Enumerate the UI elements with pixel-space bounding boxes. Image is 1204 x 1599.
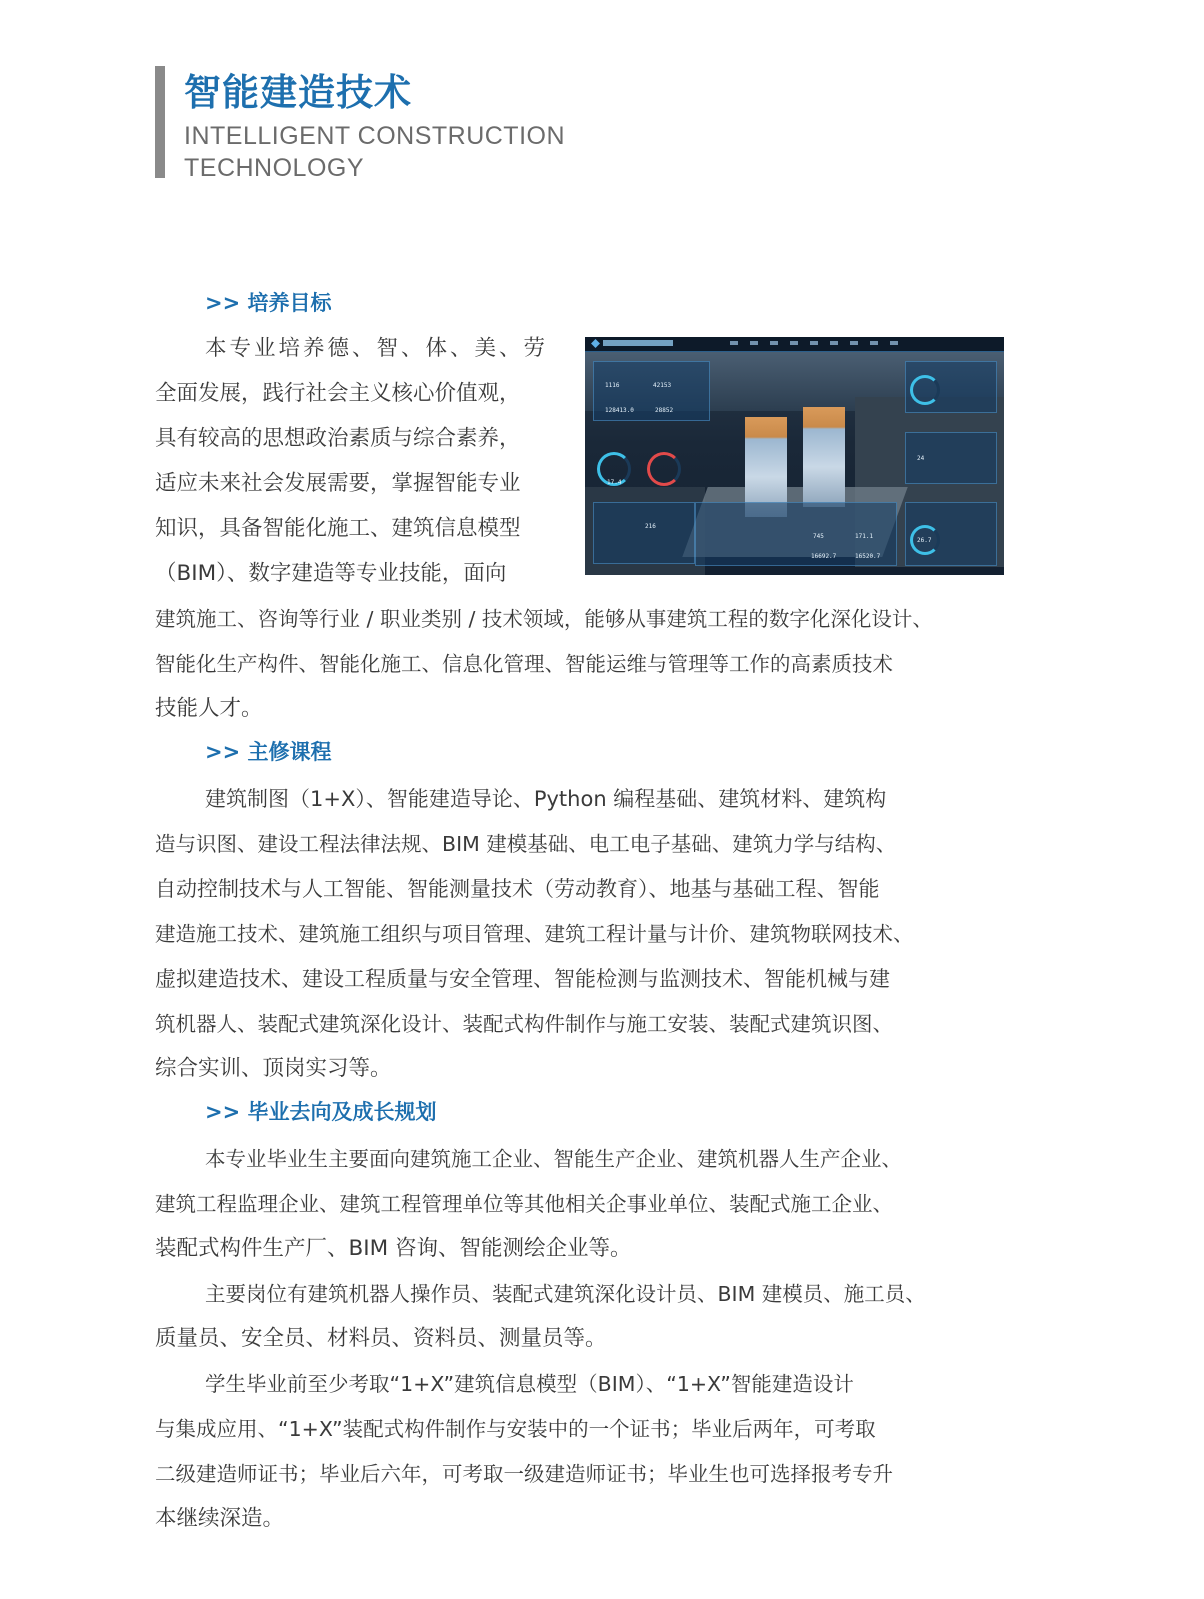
- page-subtitle-english: [184, 120, 565, 184]
- career-line: 主要岗位有建筑机器人操作员、装配式建筑深化设计员、BIM 建模员、施工员、: [205, 1282, 926, 1306]
- dashboard-number: 745: [813, 533, 824, 540]
- section-heading-career: >> 毕业去向及成长规划: [205, 1100, 437, 1124]
- goals-line: 建筑施工、咨询等行业 / 职业类别 / 技术领域，能够从事建筑工程的数字化深化设计、: [155, 607, 933, 631]
- courses-line: 建造施工技术、建筑施工组织与项目管理、建筑工程计量与计价、建筑物联网技术、: [155, 922, 914, 946]
- dashboard-title-bar: [603, 340, 673, 346]
- dashboard-number: 26.7: [917, 537, 932, 544]
- courses-line: 造与识图、建设工程法律法规、BIM 建模基础、电工电子基础、建筑力学与结构、: [155, 832, 897, 856]
- dashboard-nav-item: [890, 341, 898, 345]
- dashboard-number: 16692.7: [811, 553, 837, 560]
- career-line: 质量员、安全员、材料员、资料员、测量员等。: [155, 1326, 607, 1351]
- career-line: 本专业毕业生主要面向建筑施工企业、智能生产企业、建筑机器人生产企业、: [205, 1147, 902, 1171]
- goals-line: 全面发展，践行社会主义核心价值观，: [155, 381, 521, 406]
- page-title: 智能建造技术: [184, 71, 412, 114]
- dashboard-nav-item: [790, 341, 798, 345]
- courses-line: 综合实训、顶岗实习等。: [155, 1056, 392, 1081]
- dashboard-number: 16520.7: [855, 553, 881, 560]
- dashboard-nav-item: [870, 341, 878, 345]
- goals-line: 本专业培养德、智、体、美、劳: [205, 336, 549, 361]
- goals-line: 适应未来社会发展需要，掌握智能专业: [155, 471, 521, 496]
- career-line: 二级建造师证书；毕业后六年，可考取一级建造师证书；毕业生也可选择报考专升: [155, 1462, 893, 1486]
- courses-line: 虚拟建造技术、建设工程质量与安全管理、智能检测与监测技术、智能机械与建: [155, 967, 890, 991]
- smart-site-dashboard-image: [585, 337, 1004, 575]
- dashboard-number: 171.1: [855, 533, 874, 540]
- dashboard-topbar: [585, 337, 1004, 352]
- goals-line: 知识，具备智能化施工、建筑信息模型: [155, 516, 521, 541]
- courses-line: 自动控制技术与人工智能、智能测量技术（劳动教育）、地基与基础工程、智能: [155, 877, 880, 901]
- subtitle-line-2: TECHNOLOGY: [184, 154, 365, 182]
- dashboard-number: 24: [917, 455, 925, 462]
- dashboard-gauge: [647, 452, 681, 486]
- section-heading-courses: >> 主修课程: [205, 740, 332, 764]
- dashboard-logo-icon: [591, 339, 600, 348]
- subtitle-line-1: INTELLIGENT CONSTRUCTION: [184, 122, 566, 150]
- dashboard-nav-item: [810, 341, 818, 345]
- dashboard-number: 17.4: [607, 479, 622, 486]
- dashboard-nav-item: [750, 341, 758, 345]
- dashboard-nav-item: [830, 341, 838, 345]
- dashboard-building-right: [803, 407, 845, 507]
- dashboard-gauge: [910, 375, 940, 405]
- dashboard-nav-item: [730, 341, 738, 345]
- courses-line: 建筑制图（1+X）、智能建造导论、Python 编程基础、建筑材料、建筑构: [205, 787, 887, 811]
- goals-line: 具有较高的思想政治素质与综合素养，: [155, 426, 521, 451]
- dashboard-number: 42153: [653, 382, 672, 389]
- dashboard-nav-item: [850, 341, 858, 345]
- career-line: 学生毕业前至少考取“1+X”建筑信息模型（BIM）、“1+X”智能建造设计: [205, 1372, 854, 1396]
- dashboard-number: 128413.0: [605, 407, 634, 414]
- dashboard-number: 216: [645, 523, 656, 530]
- goals-line: （BIM）、数字建造等专业技能，面向: [155, 561, 507, 586]
- dashboard-nav-item: [770, 341, 778, 345]
- career-line: 装配式构件生产厂、BIM 咨询、智能测绘企业等。: [155, 1236, 632, 1261]
- career-line: 本继续深造。: [155, 1506, 285, 1531]
- dashboard-panel-bottom-left: [593, 502, 695, 564]
- career-line: 与集成应用、“1+X”装配式构件制作与安装中的一个证书；毕业后两年，可考取: [155, 1417, 876, 1441]
- dashboard-number: 1116: [605, 382, 620, 389]
- section-heading-goals: >> 培养目标: [205, 291, 332, 315]
- goals-line: 智能化生产构件、智能化施工、信息化管理、智能运维与管理等工作的高素质技术: [155, 652, 893, 676]
- title-accent-bar: [155, 66, 165, 178]
- dashboard-number: 28852: [655, 407, 674, 414]
- courses-line: 筑机器人、装配式建筑深化设计、装配式构件制作与施工安装、装配式建筑识图、: [155, 1012, 893, 1036]
- career-line: 建筑工程监理企业、建筑工程管理单位等其他相关企事业单位、装配式施工企业、: [155, 1192, 893, 1216]
- goals-line: 技能人才。: [155, 696, 263, 721]
